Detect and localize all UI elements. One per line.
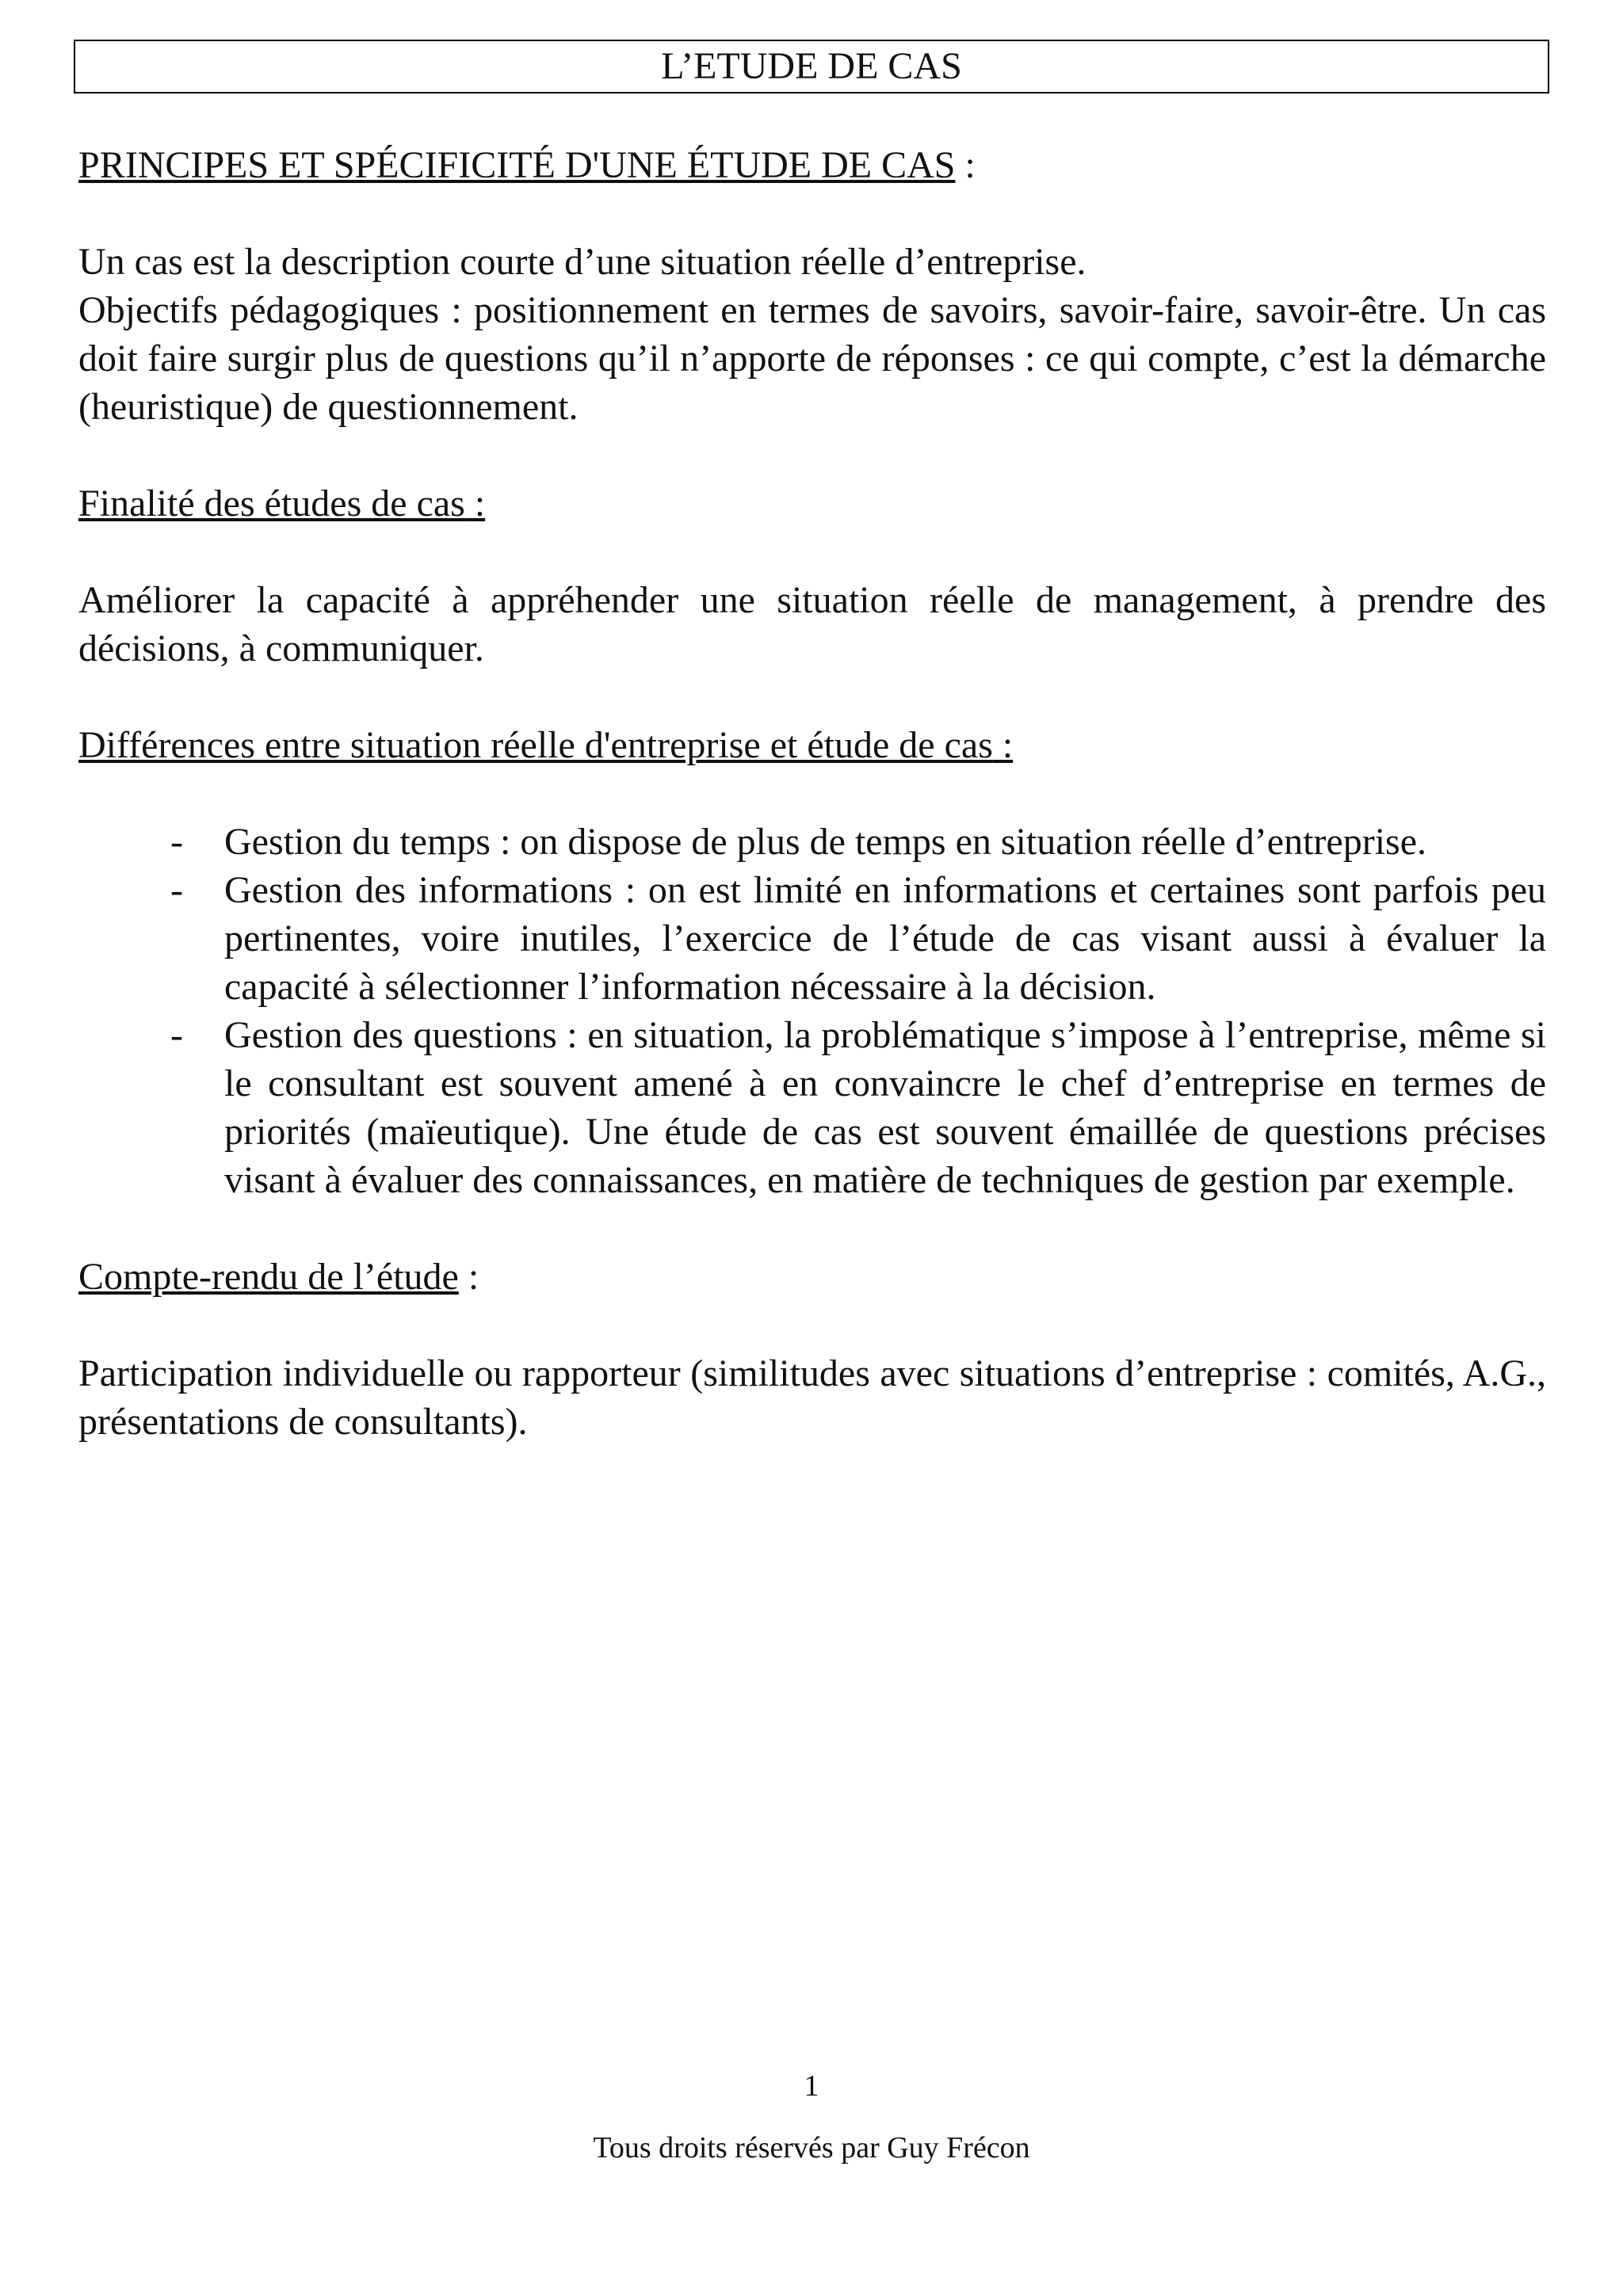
- list-bullet: -: [170, 869, 183, 911]
- differences-list: [78, 818, 1546, 1204]
- compte-rendu-paragraph: Participation individuelle ou rapporteur (similitudes avec situations d’entreprise : comités, A.G., présentations de consultants).: [78, 1352, 1546, 1443]
- section-heading-principes-suffix: :: [955, 144, 976, 186]
- list-item: [78, 1011, 1546, 1204]
- objectives-paragraph: Objectifs pédagogiques : positionnement en termes de savoirs, savoir-faire, savoir-être. Un cas doit faire surgir plus de questions qu’il n’apporte de réponses : ce qui compte, c’est la démarche (heuristique) de questionnement.: [78, 289, 1546, 428]
- section-heading-differences-suffix: :: [992, 724, 1014, 766]
- spacer: [78, 1204, 1546, 1253]
- section-heading-finalite-text: Finalité des études de cas: [78, 482, 465, 524]
- section-heading-differences: [78, 721, 1546, 769]
- copyright-footer: Tous droits réservés par Guy Frécon: [593, 2131, 1030, 2164]
- document-body: [78, 141, 1546, 1446]
- finalite-paragraph: Améliorer la capacité à appréhender une situation réelle de management, à prendre des décisions, à communiquer.: [78, 579, 1546, 669]
- spacer: [78, 189, 1546, 238]
- list-bullet: -: [170, 821, 183, 863]
- document-title: L’ETUDE DE CAS: [74, 40, 1549, 93]
- section-heading-differences-text: Différences entre situation réelle d'entreprise et étude de cas: [78, 724, 993, 766]
- list-item: [78, 866, 1546, 1011]
- section-heading-finalite-suffix: :: [464, 482, 486, 524]
- spacer: [78, 673, 1546, 721]
- list-item-text: Gestion des questions : en situation, la problématique s’impose à l’entreprise, même si le consultant est souvent amené à en convaincre le chef d’entreprise en termes de priorités (maïeutique). Une étude de cas est souvent émaillée de questions précises visant à évaluer des connaissances, en matière de techniques de gestion par exemple.: [224, 1014, 1546, 1201]
- section-heading-principes: [78, 141, 1546, 189]
- section-heading-compte-rendu: [78, 1253, 1546, 1301]
- list-item-text: Gestion des informations : on est limité en informations et certaines sont parfois peu pertinentes, voire inutiles, l’exercice de l’étude de cas visant aussi à évaluer la capacité à sélectionner l’information nécessaire à la décision.: [224, 869, 1546, 1008]
- section-heading-finalite: [78, 479, 1546, 528]
- list-item: [78, 818, 1546, 866]
- page-number: 1: [804, 2069, 819, 2103]
- section-heading-principes-text: PRINCIPES ET SPÉCIFICITÉ D'UNE ÉTUDE DE CAS: [78, 144, 956, 186]
- definition-line: Un cas est la description courte d’une situation réelle d’entreprise.: [78, 241, 1086, 283]
- section-heading-compte-rendu-suffix: :: [458, 1256, 479, 1298]
- spacer: [78, 431, 1546, 479]
- list-item-text: Gestion du temps : on dispose de plus de temps en situation réelle d’entreprise.: [224, 821, 1427, 863]
- spacer: [78, 1301, 1546, 1349]
- spacer: [78, 528, 1546, 576]
- section-heading-compte-rendu-text: Compte-rendu de l’étude: [78, 1256, 459, 1298]
- spacer: [78, 769, 1546, 818]
- list-bullet: -: [170, 1014, 183, 1056]
